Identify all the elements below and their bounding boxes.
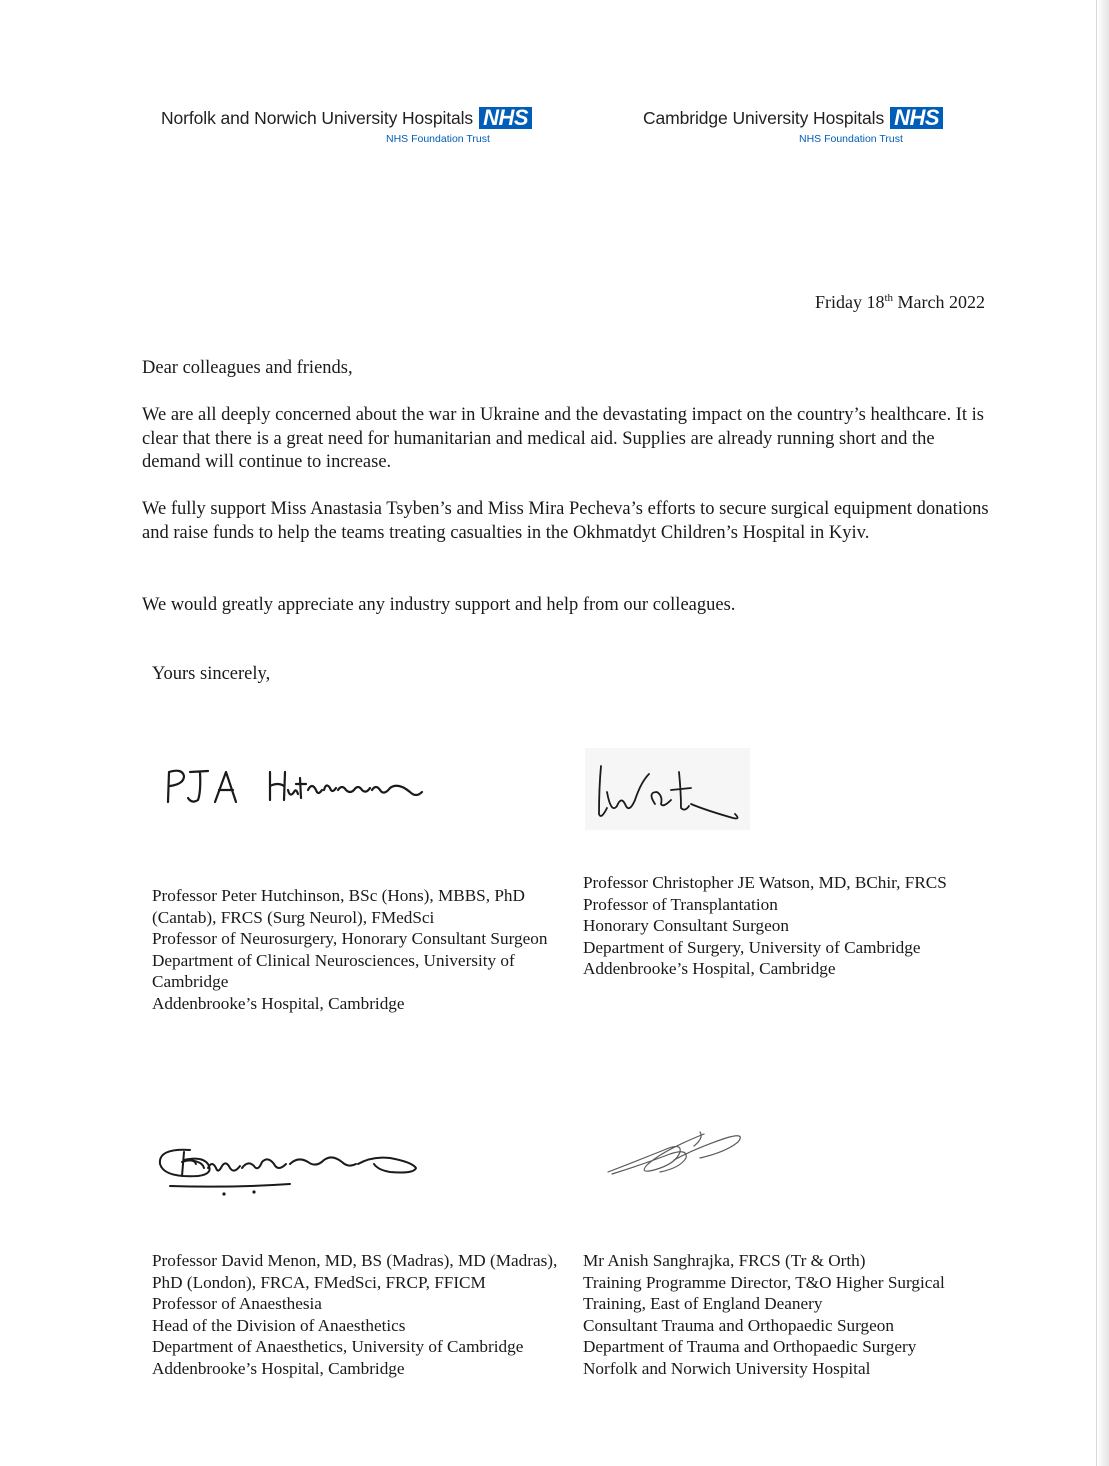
signature-sanghrajka xyxy=(604,1128,754,1178)
logo-name: Norfolk and Norwich University Hospitals xyxy=(161,107,474,128)
logo-name: Cambridge University Hospitals xyxy=(643,107,885,128)
signatory-department: Department of Clinical Neurosciences, University of Cambridge xyxy=(152,950,515,991)
nhs-badge: NHS xyxy=(479,107,532,129)
signatory-title: Honorary Consultant Surgeon xyxy=(583,916,789,935)
signatory-watson xyxy=(583,872,1003,980)
date-month-year: March 2022 xyxy=(893,292,985,312)
salutation: Dear colleagues and friends, xyxy=(142,358,353,378)
signatory-department: Department of Surgery, University of Cambridge xyxy=(583,937,921,957)
signatory-name: Professor Christopher JE Watson, MD, BChir, FRCS xyxy=(583,873,947,892)
signatory-title: Consultant Trauma and Orthopaedic Surgeon xyxy=(583,1315,894,1335)
signatory-title: Head of the Division of Anaesthetics xyxy=(152,1315,406,1335)
signatory-hospital: Addenbrooke’s Hospital, Cambridge xyxy=(152,993,405,1013)
letter-date xyxy=(815,292,985,313)
signatory-name: Professor David Menon, MD, BS (Madras), MD (Madras), PhD (London), FRCA, FMedSci, FRCP, FFICM xyxy=(152,1251,558,1292)
signatory-menon xyxy=(152,1250,577,1379)
signature-menon xyxy=(150,1138,425,1200)
logo-subtitle: NHS Foundation Trust xyxy=(386,133,490,145)
closing: Yours sincerely, xyxy=(152,664,271,684)
body-paragraph: We fully support Miss Anastasia Tsyben’s and Miss Mira Pecheva’s efforts to secure surgical equipment donations and raise funds to help the teams treating casualties in the Okhmatdyt Children’s Hospital in Kyiv. xyxy=(142,499,989,543)
logo-norfolk-norwich xyxy=(161,107,532,129)
signatory-title: Professor of Neurosurgery, Honorary Consultant Surgeon xyxy=(152,929,548,948)
date-ordinal: th xyxy=(884,292,894,304)
logo-cambridge xyxy=(643,107,943,129)
signatory-name: Professor Peter Hutchinson, BSc (Hons), MBBS, PhD (Cantab), FRCS (Surg Neurol), FMedSci xyxy=(152,886,525,927)
signatory-title: Training Programme Director, T&O Higher Surgical Training, East of England Deanery xyxy=(583,1272,945,1313)
signatory-department: Department of Trauma and Orthopaedic Surgery xyxy=(583,1337,917,1356)
signatory-title: Professor of Transplantation xyxy=(583,894,778,914)
signatory-title: Professor of Anaesthesia xyxy=(152,1294,322,1313)
nhs-badge: NHS xyxy=(890,107,943,129)
signatory-hospital: Norfolk and Norwich University Hospital xyxy=(583,1358,871,1378)
signatory-hospital: Addenbrooke’s Hospital, Cambridge xyxy=(152,1358,405,1378)
logo-subtitle: NHS Foundation Trust xyxy=(799,133,903,145)
signatory-sanghrajka xyxy=(583,1250,1003,1379)
date-day: Friday 18 xyxy=(814,292,885,312)
signature-hutchinson xyxy=(160,764,430,812)
body-paragraph: We are all deeply concerned about the war in Ukraine and the devastating impact on the country’s healthcare. It is clear that there is a great need for humanitarian and medical aid. Supplies are already running short and the demand will continue to increase. xyxy=(142,405,984,472)
body-paragraph: We would greatly appreciate any industry support and help from our colleagues. xyxy=(142,595,736,615)
signatory-name: Mr Anish Sanghrajka, FRCS (Tr & Orth) xyxy=(583,1251,866,1270)
signatory-hutchinson xyxy=(152,885,572,1014)
signatory-department: Department of Anaesthetics, University of Cambridge xyxy=(152,1337,524,1356)
signatory-hospital: Addenbrooke’s Hospital, Cambridge xyxy=(583,959,836,978)
signature-watson xyxy=(585,748,750,830)
page-edge xyxy=(1096,0,1109,1466)
